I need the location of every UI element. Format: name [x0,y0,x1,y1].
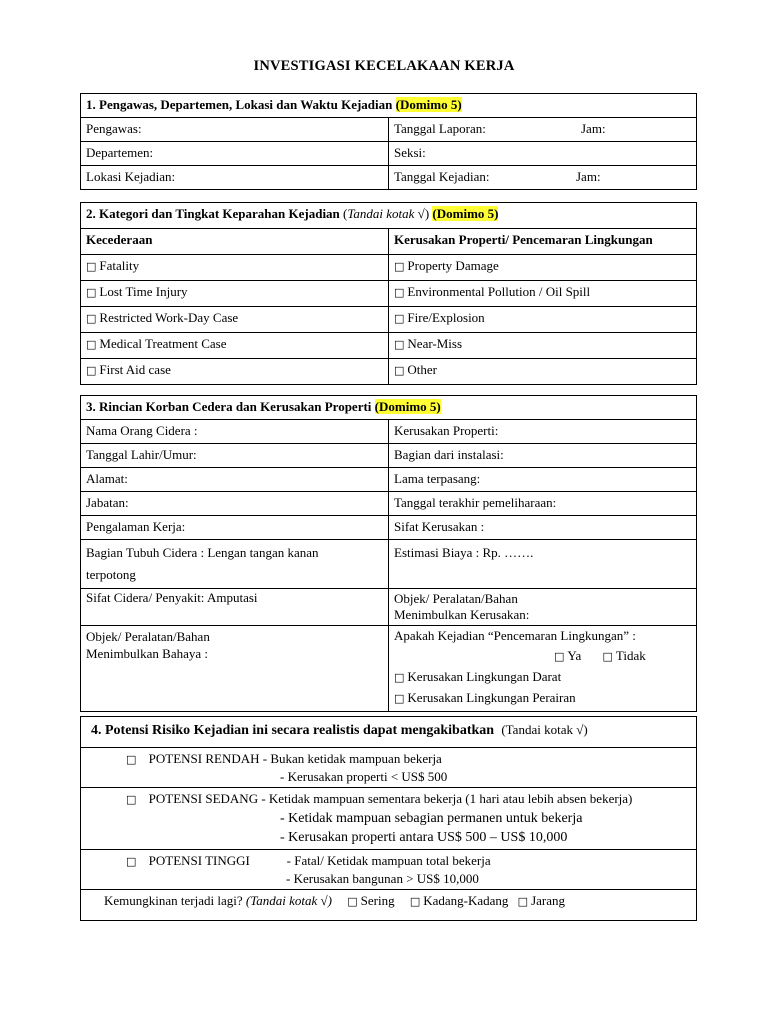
option-lost-time-injury[interactable] [81,281,389,307]
section-4-header [81,717,697,748]
option-label: Fire/Explosion [407,310,485,325]
option-label: Kerusakan Lingkungan Darat [407,669,562,684]
option-land-damage[interactable] [394,667,691,688]
risk-low-label: POTENSI RENDAH - [148,751,268,766]
pollution-question: Apakah Kejadian “Pencemaran Lingkungan” : [394,628,636,643]
risk-medium-desc: - Kerusakan properti antara US$ 500 – US$ 10,000 [280,830,568,845]
pollution-no-label: Tidak [615,648,646,663]
injured-body-part-field[interactable] [81,540,389,589]
section-2-paren-open: ( [343,206,348,221]
form-title: INVESTIGASI KECELAKAAN KERJA [253,58,515,74]
risk-high-desc: - Fatal/ Ketidak mampuan total bekerja [286,853,491,868]
option-label: Other [407,362,438,377]
estimated-cost-field[interactable] [389,540,697,589]
checkbox-icon[interactable]: □ [86,338,97,351]
risk-high-label: POTENSI TINGGI [148,853,250,868]
option-often[interactable] [347,893,394,908]
option-fire-explosion[interactable] [389,307,697,333]
risk-low-desc: Bukan ketidak mampuan bekerja [270,751,442,766]
hazard-object-line: Objek/ Peralatan/Bahan [86,629,210,644]
section-2-header [81,203,697,229]
report-time-label: Jam: [581,121,606,136]
section-4-table [80,716,697,921]
option-label: Environmental Pollution / Oil Spill [407,284,591,299]
risk-medium-desc: - Ketidak mampuan sebagian permanen untuk bekerja [280,811,583,826]
risk-high-option[interactable] [81,850,697,890]
risk-medium-desc: Ketidak mampuan sementara bekerja (1 hari atau lebih absen bekerja) [268,791,633,806]
last-maintenance-field[interactable]: Tanggal terakhir pemeliharaan: [389,492,697,516]
option-label: Fatality [99,258,140,273]
recurrence-question: Kemungkinan terjadi lagi? [104,893,243,908]
option-property-damage[interactable] [389,255,697,281]
installation-part-field[interactable]: Bagian dari instalasi: [389,444,697,468]
section-3-table [80,395,697,712]
section-1-badge: (Domimo 5) [395,97,462,112]
option-label: Kerusakan Lingkungan Perairan [407,690,576,705]
injury-column-header: Kecederaan [81,229,389,255]
section-2-badge: (Domimo 5) [432,206,499,221]
section-4-instruction: (Tandai kotak √) [501,722,588,737]
option-sometimes[interactable] [410,893,509,908]
checkbox-icon[interactable]: □ [126,793,137,806]
section-1-header [81,94,697,118]
checkbox-icon[interactable]: □ [86,260,97,273]
injury-nature-field[interactable]: Sifat Cidera/ Penyakit: Amputasi [81,589,389,626]
option-label: Lost Time Injury [99,284,188,299]
checkbox-icon[interactable]: □ [126,855,137,868]
option-other[interactable] [389,359,697,385]
option-label: Kadang-Kadang [423,893,509,908]
work-experience-field[interactable]: Pengalaman Kerja: [81,516,389,540]
checkbox-icon[interactable]: □ [394,286,405,299]
checkbox-icon[interactable]: □ [86,364,97,377]
option-label: Near-Miss [407,336,463,351]
victim-name-field[interactable]: Nama Orang Cidera : [81,420,389,444]
report-date-field[interactable] [389,118,697,142]
section-2-instruction: Tandai kotak √ [347,206,425,221]
incident-date-field[interactable] [389,166,697,190]
installed-duration-field[interactable]: Lama terpasang: [389,468,697,492]
risk-low-desc: - Kerusakan properti < US$ 500 [280,769,448,784]
option-first-aid[interactable] [81,359,389,385]
section-3-header [81,396,697,420]
risk-low-option[interactable] [81,748,697,788]
department-field[interactable]: Departemen: [81,142,389,166]
recurrence-row [81,890,697,921]
risk-medium-option[interactable] [81,788,697,850]
option-label: Medical Treatment Case [99,336,227,351]
damage-nature-field[interactable]: Sifat Kerusakan : [389,516,697,540]
section-2-paren-close: ) [424,206,430,221]
option-restricted-work-day[interactable] [81,307,389,333]
body-part-line: Bagian Tubuh Cidera : Lengan tangan kanan [86,545,319,560]
section-1-table [80,93,697,190]
damage-object-line: Menimbulkan Kerusakan: [394,607,530,622]
body-part-line: terpotong [86,567,136,582]
supervisor-field[interactable]: Pengawas: [81,118,389,142]
checkbox-icon[interactable]: □ [394,312,405,325]
checkbox-icon[interactable]: □ [86,286,97,299]
option-rarely[interactable] [518,893,565,908]
option-fatality[interactable] [81,255,389,281]
checkbox-icon[interactable]: □ [517,895,529,908]
pollution-question-cell [389,626,697,712]
checkbox-icon[interactable]: □ [602,650,613,663]
section-3-badge: (Domimo 5) [374,399,441,414]
option-label: Sering [360,893,395,908]
position-field[interactable]: Jabatan: [81,492,389,516]
checkbox-icon[interactable]: □ [347,895,358,908]
option-water-damage[interactable] [394,688,691,709]
checkbox-icon[interactable]: □ [394,260,405,273]
section-3-heading: 3. Rincian Korban Cedera dan Kerusakan Properti [86,399,372,414]
incident-time-label: Jam: [576,169,601,184]
option-environmental-pollution[interactable] [389,281,697,307]
option-label: First Aid case [99,362,171,377]
damage-object-line: Objek/ Peralatan/Bahan [394,591,518,606]
property-damage-field[interactable]: Kerusakan Properti: [389,420,697,444]
option-label: Restricted Work-Day Case [99,310,239,325]
risk-medium-label: POTENSI SEDANG - [148,791,266,806]
hazard-object-field[interactable] [81,626,389,712]
report-date-label: Tanggal Laporan: [394,121,486,136]
checkbox-icon[interactable]: □ [394,364,405,377]
checkbox-icon[interactable]: □ [86,312,97,325]
hazard-object-line: Menimbulkan Bahaya : [86,646,209,661]
checkbox-icon[interactable]: □ [554,650,565,663]
property-column-header: Kerusakan Properti/ Pencemaran Lingkungan [389,229,697,255]
section-2-table [80,202,697,385]
estimated-cost-label: Estimasi Biaya : Rp. ……. [394,545,534,560]
checkbox-icon[interactable]: □ [394,338,405,351]
damage-object-field[interactable] [389,589,697,626]
incident-location-field[interactable]: Lokasi Kejadian: [81,166,389,190]
risk-high-desc: - Kerusakan bangunan > US$ 10,000 [286,871,479,886]
checkbox-icon[interactable]: □ [409,895,421,908]
pollution-yes-label: Ya [567,648,582,663]
section-1-heading: 1. Pengawas, Departemen, Lokasi dan Waktu Kejadian [86,97,393,112]
birthdate-age-field[interactable]: Tanggal Lahir/Umur: [81,444,389,468]
option-medical-treatment[interactable] [81,333,389,359]
recurrence-instruction: (Tandai kotak √) [245,893,332,908]
section-4-heading: 4. Potensi Risiko Kejadian ini secara realistis dapat mengakibatkan [91,723,495,738]
section-2-heading: 2. Kategori dan Tingkat Keparahan Kejadian [86,206,340,221]
option-label: Jarang [531,893,566,908]
checkbox-icon[interactable]: □ [394,692,405,705]
checkbox-icon[interactable]: □ [394,671,405,684]
incident-date-label: Tanggal Kejadian: [394,169,490,184]
checkbox-icon[interactable]: □ [126,753,137,766]
address-field[interactable]: Alamat: [81,468,389,492]
section-field[interactable]: Seksi: [389,142,697,166]
option-near-miss[interactable] [389,333,697,359]
option-label: Property Damage [407,258,499,273]
